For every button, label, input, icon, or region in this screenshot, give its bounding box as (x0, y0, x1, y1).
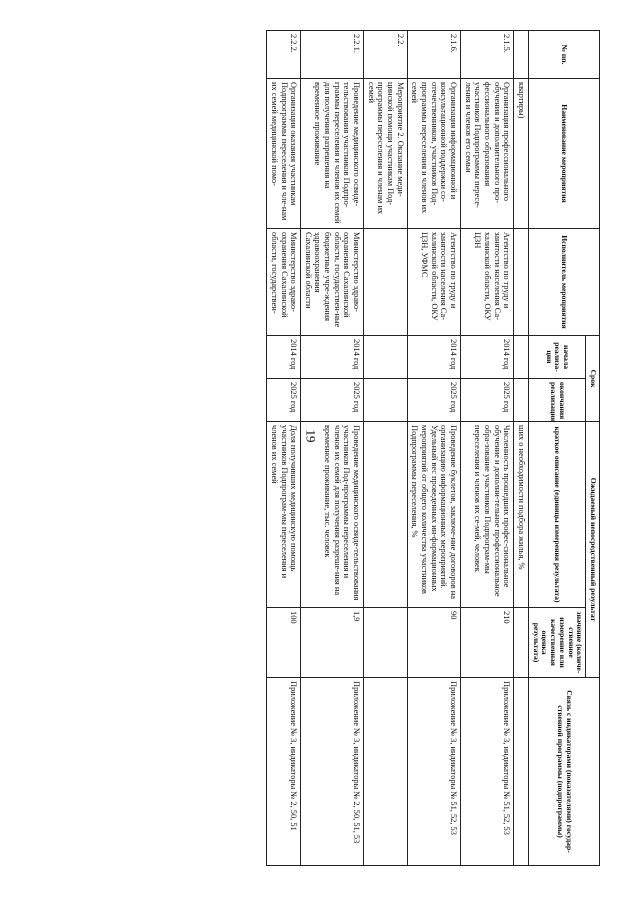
cell-link: Приложение № 3, индикаторы № 51, 52, 53 (461, 678, 514, 866)
cell-desc: Проведение буклетов, заключе-ние договоров на организацию информационных мероприятий. Удельный вес проведенных ин-формационных мероприятий от общего количества участников Подпрограммы переселения, % (407, 422, 460, 608)
cell-executor: Агентство по труду и занятости населения Са-халинской области, ОКУ ЦЗН, УФМС (407, 229, 460, 336)
table-row (514, 31, 529, 866)
table-row (301, 31, 364, 866)
cell-link: Приложение № 3, индикаторы № 51, 52, 53 (407, 678, 460, 866)
header-term-start: начала реализа-ции (528, 336, 585, 379)
cell-start: 2014 год (301, 336, 364, 379)
cell-start: 2014 год (267, 336, 301, 379)
header-term: Срок (586, 336, 600, 422)
header-result-value: значение (количе-ственное измерение или качественная оценка результата) (528, 608, 585, 678)
cell-end: 2025 год (461, 379, 514, 422)
cell-end (364, 379, 408, 422)
cell-desc (364, 422, 408, 608)
cell-start: 2014 год (461, 336, 514, 379)
cell-start: 2014 год (407, 336, 460, 379)
header-executor: Исполнитель мероприятия (528, 229, 599, 336)
header-result: Ожидаемый непосредственный результат (586, 422, 600, 678)
cell-num: 2.1.5. (461, 31, 514, 79)
header-result-desc: краткое описание (единицы измерения результата) (528, 422, 585, 608)
cell-link: Приложение № 3, индикаторы № 2, 50, 51, 53 (301, 678, 364, 866)
cell-executor (514, 229, 529, 336)
cell-desc: Доля получивших медицинскую помощь участников Подпрограм-мы переселения и членов их семей (267, 422, 301, 608)
cell-name: Организация профессионального обучения и дополнительного про-фессионального образования участников Подпрограммы пересе-ления и членов его семьи (461, 79, 514, 229)
cell-start (364, 336, 408, 379)
cell-link: Приложение № 3, индикаторы № 2, 50, 51 (267, 678, 301, 866)
cell-desc: Проведение медицинского освиде-тельствования участников Под-программы переселения и членов их семей для получения разреше-ния на временное проживание, тыс. человек (301, 422, 364, 608)
cell-value: 210 (461, 608, 514, 678)
cell-executor: Министерство здраво-охранения Сахалинской области, государствен- (267, 229, 301, 336)
cell-name: квартиры) (514, 79, 529, 229)
header-row (586, 31, 600, 866)
table-row (364, 31, 408, 866)
cell-name: Мероприятие 2. Оказание меди-цинской помощи участникам Под-программы переселения и членам их семей (364, 79, 408, 229)
table-row (461, 31, 514, 866)
cell-end: 2025 год (301, 379, 364, 422)
header-link: Связь с индикаторами (показателями) государ-ственной программы (подпрограммы) (528, 678, 599, 866)
measures-table (266, 30, 600, 866)
cell-desc: Численность прошедших профес-сиональное обучение и дополни-тельное профессиональное обра-зование участников Подпрограм-мы переселения и членов их се-мей, человек (461, 422, 514, 608)
cell-num: 2.2.2. (267, 31, 301, 79)
cell-name: Проведение медицинского освиде-тельствования участников Подпро-граммы переселения и членов их семей для получения разрешения на временное проживание (301, 79, 364, 229)
cell-executor: Агентство по труду и занятости населения Са-халинской области, ОКУ ЦЗН (461, 229, 514, 336)
cell-value (364, 608, 408, 678)
table-row (407, 31, 460, 866)
cell-name: Организация оказания участникам Подпрограммы переселения и чле-нам их семей медицинской помо- (267, 79, 301, 229)
header-num: № пп. (528, 31, 599, 79)
cell-name: Организация информационной и консультационной поддержки со-отечественников, участников Под-программы переселения и членов их семей (407, 79, 460, 229)
header-term-end: окончания реализации (528, 379, 585, 422)
cell-desc: ших о необходимости подбора жилья, % (514, 422, 529, 608)
table-row (267, 31, 301, 866)
cell-executor: Министерство здраво-охранения Сахалинской области, государствен-ные бюджетные учре-ждения здравоохранения Сахалинской области (301, 229, 364, 336)
cell-value: 90 (407, 608, 460, 678)
page-number: 19 (303, 429, 319, 443)
cell-end: 2025 год (267, 379, 301, 422)
cell-num (514, 31, 529, 79)
cell-num: 2.2.1. (301, 31, 364, 79)
cell-start (514, 336, 529, 379)
cell-num: 2.2. (364, 31, 408, 79)
cell-link (364, 678, 408, 866)
cell-value: 100 (267, 608, 301, 678)
cell-end: 2025 год (407, 379, 460, 422)
cell-value: 1,9 (301, 608, 364, 678)
header-name: Наименование мероприятия (528, 79, 599, 229)
cell-value (514, 608, 529, 678)
cell-link (514, 678, 529, 866)
cell-end (514, 379, 529, 422)
cell-num: 2.1.6. (407, 31, 460, 79)
cell-executor (364, 229, 408, 336)
